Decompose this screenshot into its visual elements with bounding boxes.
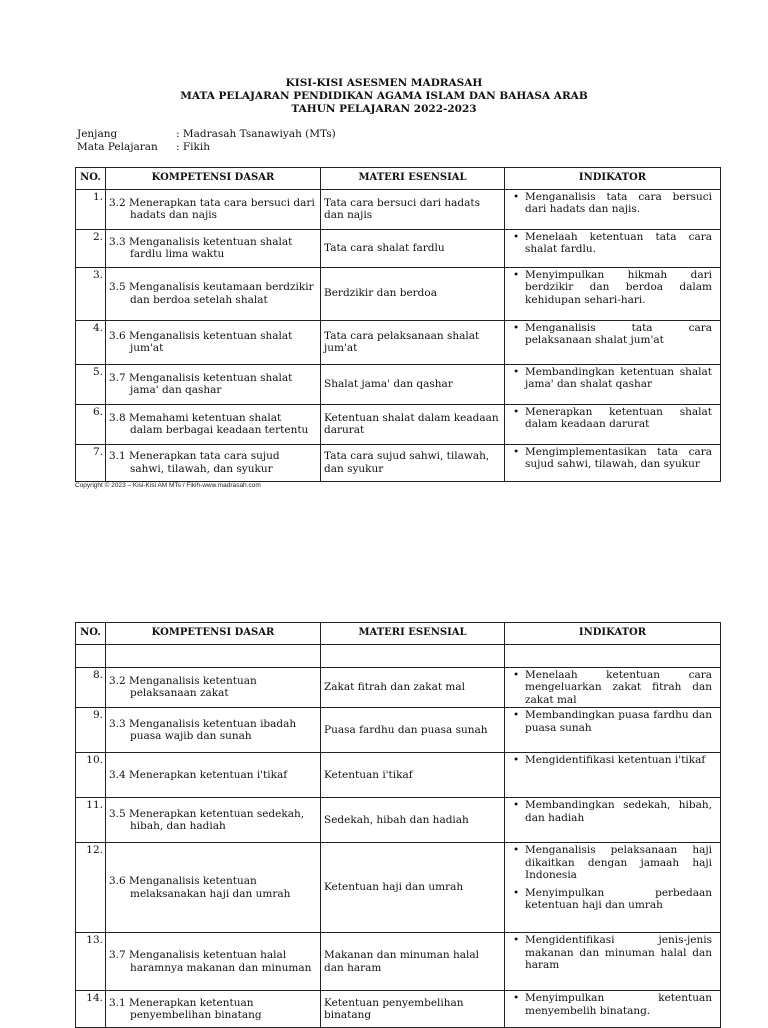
- materi-esensial-cell: Tata cara pelaksanaan shalat jum'at: [321, 320, 505, 364]
- kompetensi-dasar-cell: [106, 933, 321, 991]
- indikator-item: • Membandingkan sedekah, hibah, dan hadiah: [511, 799, 712, 824]
- materi-esensial-cell: Zakat fitrah dan zakat mal: [321, 667, 505, 708]
- table-row: [76, 753, 721, 798]
- blank-row: [76, 644, 721, 667]
- kompetensi-dasar-text: 3.2 Menganalisis ketentuan pelaksanaan zakat: [109, 674, 257, 700]
- indikator-list: [511, 366, 712, 391]
- table-row: [76, 229, 721, 267]
- materi-esensial-cell: Tata cara sujud sahwi, tilawah, dan syukur: [321, 444, 505, 481]
- kompetensi-dasar-text: 3.4 Menerapkan ketentuan i'tikaf: [109, 768, 288, 781]
- row-number: 9.: [76, 708, 106, 753]
- kompetensi-dasar-cell: [106, 843, 321, 933]
- materi-esensial-cell: Puasa fardhu dan puasa sunah: [321, 708, 505, 753]
- row-number: 1.: [76, 189, 106, 229]
- row-number: 2.: [76, 229, 106, 267]
- meta-jenjang-label: Jenjang: [77, 128, 118, 140]
- indikator-list: [511, 754, 712, 767]
- kompetensi-dasar-text: 3.2 Menerapkan tata cara bersuci dari hadats dan najis: [109, 196, 315, 221]
- col-indikator: INDIKATOR: [505, 623, 721, 645]
- row-number: 8.: [76, 667, 106, 708]
- row-number: 10.: [76, 753, 106, 798]
- row-number: 5.: [76, 364, 106, 404]
- table-row: [76, 798, 721, 843]
- table-row: [76, 404, 721, 444]
- meta-mapel-value: : Fikih: [176, 141, 211, 153]
- indikator-list: [511, 446, 712, 471]
- table-row: [76, 933, 721, 991]
- meta-mapel: [77, 141, 210, 154]
- indikator-item: • Menyimpulkan ketentuan menyembelih binatang.: [511, 992, 712, 1017]
- row-number: 3.: [76, 267, 106, 320]
- materi-esensial-cell: Tata cara shalat fardlu: [321, 229, 505, 267]
- indikator-item: • Menganalisis tata cara pelaksanaan shalat jum'at: [511, 322, 712, 347]
- indikator-item: • Mengidentifikasi jenis-jenis makanan dan minuman halal dan haram: [511, 934, 712, 972]
- meta-jenjang: [77, 128, 336, 141]
- kompetensi-dasar-cell: [106, 229, 321, 267]
- kompetensi-dasar-cell: [106, 404, 321, 444]
- col-indikator: INDIKATOR: [505, 168, 721, 190]
- kompetensi-dasar-text: 3.7 Menganalisis ketentuan halal haramnya makanan dan minuman: [109, 949, 312, 974]
- indikator-list: [511, 799, 712, 824]
- materi-esensial-cell: Shalat jama' dan qashar: [321, 364, 505, 404]
- indikator-cell: [505, 933, 721, 991]
- col-kompetensi-dasar: KOMPETENSI DASAR: [106, 623, 321, 645]
- indikator-cell: [505, 364, 721, 404]
- indikator-list: [511, 934, 712, 972]
- kompetensi-dasar-text: 3.5 Menganalisis keutamaan berdzikir dan berdoa setelah shalat: [109, 281, 314, 306]
- materi-esensial-cell: Ketentuan i'tikaf: [321, 753, 505, 798]
- indikator-list: [511, 709, 712, 734]
- kompetensi-dasar-text: 3.3 Menganalisis ketentuan ibadah puasa wajib dan sunah: [109, 717, 297, 742]
- kompetensi-dasar-text: 3.7 Menganalisis ketentuan shalat jama' dan qashar: [109, 371, 293, 396]
- indikator-item: • Menelaah ketentuan cara mengeluarkan zakat fitrah dan zakat mal: [511, 669, 712, 707]
- kompetensi-dasar-cell: [106, 267, 321, 320]
- kompetensi-dasar-text: 3.6 Menganalisis ketentuan shalat jum'at: [109, 329, 293, 354]
- col-no: NO.: [76, 168, 106, 190]
- indikator-cell: [505, 667, 721, 708]
- col-kompetensi-dasar: KOMPETENSI DASAR: [106, 168, 321, 190]
- materi-esensial-cell: Berdzikir dan berdoa: [321, 267, 505, 320]
- table-row: [76, 708, 721, 753]
- materi-esensial-cell: Ketentuan penyembelihan binatang: [321, 991, 505, 1028]
- copyright-note: Copyright © 2023 – Kisi-Kisi AM MTs / Fikih-www.madrasah.com: [75, 482, 261, 489]
- kompetensi-dasar-cell: [106, 753, 321, 798]
- row-number: 13.: [76, 933, 106, 991]
- indikator-list: [511, 669, 712, 707]
- indikator-cell: [505, 444, 721, 481]
- row-number: 11.: [76, 798, 106, 843]
- materi-esensial-cell: Makanan dan minuman halal dan haram: [321, 933, 505, 991]
- table-row: [76, 189, 721, 229]
- indikator-cell: [505, 753, 721, 798]
- indikator-list: [511, 322, 712, 347]
- table-row: [76, 843, 721, 933]
- indikator-item: • Mengimplementasikan tata cara sujud sahwi, tilawah, dan syukur: [511, 446, 712, 471]
- kompetensi-dasar-cell: [106, 991, 321, 1028]
- row-number: 4.: [76, 320, 106, 364]
- kompetensi-dasar-cell: [106, 708, 321, 753]
- indikator-item: • Menyimpulkan perbedaan ketentuan haji dan umrah: [511, 887, 712, 912]
- table-row: [76, 267, 721, 320]
- table-row: [76, 320, 721, 364]
- indikator-cell: [505, 843, 721, 933]
- kompetensi-dasar-cell: [106, 364, 321, 404]
- doc-year: TAHUN PELAJARAN 2022-2023: [291, 103, 477, 115]
- indikator-cell: [505, 991, 721, 1028]
- table-row: [76, 991, 721, 1028]
- materi-esensial-cell: Sedekah, hibah dan hadiah: [321, 798, 505, 843]
- indikator-list: [511, 406, 712, 431]
- table-row: [76, 444, 721, 481]
- row-number: 6.: [76, 404, 106, 444]
- kisi-table-2: [75, 622, 721, 1028]
- table-row: [76, 667, 721, 708]
- table-row: [76, 364, 721, 404]
- indikator-list: [511, 269, 712, 307]
- doc-title: KISI-KISI ASESMEN MADRASAH: [285, 77, 483, 89]
- col-materi-esensial: MATERI ESENSIAL: [321, 168, 505, 190]
- indikator-item: • Membandingkan ketentuan shalat jama' dan shalat qashar: [511, 366, 712, 391]
- indikator-item: • Membandingkan puasa fardhu dan puasa sunah: [511, 709, 712, 734]
- indikator-item: • Menerapkan ketentuan shalat dalam keadaan darurat: [511, 406, 712, 431]
- kompetensi-dasar-text: 3.8 Memahami ketentuan shalat dalam berbagai keadaan tertentu: [109, 411, 309, 436]
- kompetensi-dasar-text: 3.3 Menganalisis ketentuan shalat fardlu lima waktu: [109, 235, 293, 260]
- indikator-item: • Menyimpulkan hikmah dari berdzikir dan berdoa dalam kehidupan sehari-hari.: [511, 269, 712, 307]
- row-number: 7.: [76, 444, 106, 481]
- row-number: 12.: [76, 843, 106, 933]
- kompetensi-dasar-cell: [106, 189, 321, 229]
- kompetensi-dasar-cell: [106, 798, 321, 843]
- meta-mapel-label: Mata Pelajaran: [77, 141, 158, 153]
- kisi-table-1: [75, 167, 721, 482]
- indikator-cell: [505, 189, 721, 229]
- row-number: 14.: [76, 991, 106, 1028]
- meta-jenjang-value: : Madrasah Tsanawiyah (MTs): [176, 128, 336, 140]
- indikator-item: • Mengidentifikasi ketentuan i'tikaf: [511, 754, 712, 767]
- indikator-cell: [505, 708, 721, 753]
- indikator-list: [511, 231, 712, 256]
- indikator-cell: [505, 320, 721, 364]
- indikator-cell: [505, 798, 721, 843]
- kompetensi-dasar-text: 3.1 Menerapkan tata cara sujud sahwi, tilawah, dan syukur: [109, 450, 280, 475]
- indikator-item: • Menganalisis pelaksanaan haji dikaitkan dengan jamaah haji Indonesia: [511, 844, 712, 882]
- indikator-cell: [505, 267, 721, 320]
- kompetensi-dasar-text: 3.5 Menerapkan ketentuan sedekah, hibah, dan hadiah: [109, 807, 305, 832]
- doc-subtitle: MATA PELAJARAN PENDIDIKAN AGAMA ISLAM DAN BAHASA ARAB: [180, 90, 588, 102]
- kompetensi-dasar-cell: [106, 444, 321, 481]
- indikator-cell: [505, 404, 721, 444]
- indikator-item: • Menganalisis tata cara bersuci dari hadats dan najis.: [511, 191, 712, 216]
- kompetensi-dasar-cell: [106, 667, 321, 708]
- indikator-list: [511, 992, 712, 1017]
- materi-esensial-cell: Tata cara bersuci dari hadats dan najis: [321, 189, 505, 229]
- indikator-cell: [505, 229, 721, 267]
- kompetensi-dasar-text: 3.6 Menganalisis ketentuan melaksanakan haji dan umrah: [109, 875, 291, 900]
- materi-esensial-cell: Ketentuan shalat dalam keadaan darurat: [321, 404, 505, 444]
- col-materi-esensial: MATERI ESENSIAL: [321, 623, 505, 645]
- indikator-item: • Menelaah ketentuan tata cara shalat fardlu.: [511, 231, 712, 256]
- col-no: NO.: [76, 623, 106, 645]
- indikator-list: [511, 191, 712, 216]
- kompetensi-dasar-text: 3.1 Menerapkan ketentuan penyembelihan binatang: [109, 996, 262, 1021]
- kompetensi-dasar-cell: [106, 320, 321, 364]
- materi-esensial-cell: Ketentuan haji dan umrah: [321, 843, 505, 933]
- indikator-list: [511, 844, 712, 912]
